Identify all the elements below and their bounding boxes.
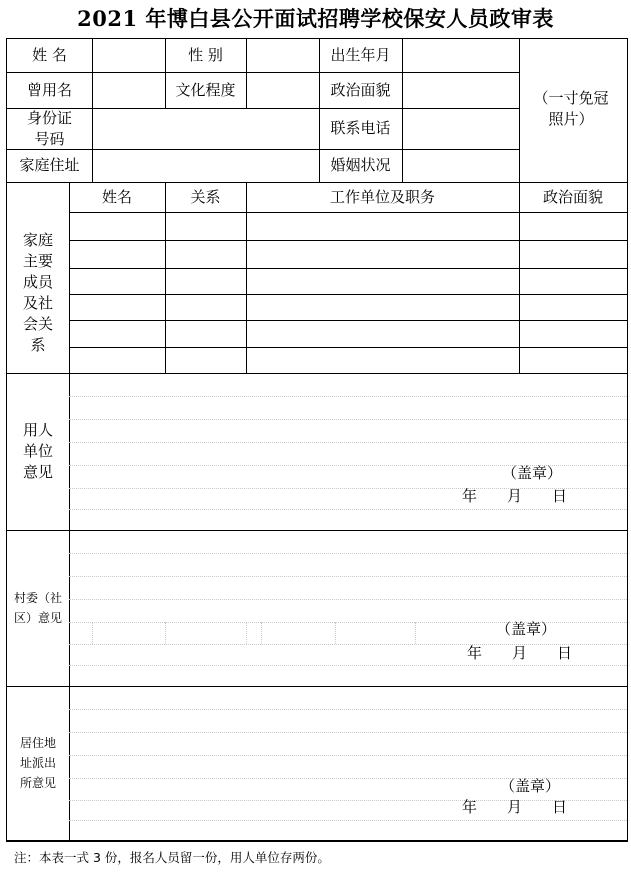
- id-number-label: 身份证号码: [26, 108, 72, 148]
- village-opinion-label: 村委（社区）意见: [13, 591, 62, 625]
- employer-seal: （盖章）: [501, 463, 562, 482]
- phone-field[interactable]: [403, 108, 519, 149]
- vetting-form: [6, 38, 628, 842]
- former-name-field[interactable]: [93, 72, 165, 108]
- police-opinion-label: 居住地址派出所意见: [19, 736, 56, 790]
- education-label: 文化程度: [175, 80, 236, 99]
- address-label: 家庭住址: [19, 156, 80, 174]
- former-name-label: 曾用名: [26, 80, 72, 99]
- id-number-field[interactable]: [93, 108, 319, 149]
- employer-date: 年 月 日: [462, 486, 568, 505]
- name-field[interactable]: [93, 39, 165, 72]
- employer-opinion-label: 用人单位意见: [22, 421, 53, 481]
- family-header-workplace: 工作单位及职务: [329, 187, 435, 206]
- education-field[interactable]: [247, 72, 319, 108]
- gender-field[interactable]: [247, 39, 319, 72]
- village-seal: （盖章）: [495, 619, 556, 638]
- police-seal: （盖章）: [499, 776, 560, 795]
- marital-field[interactable]: [403, 149, 519, 182]
- form-title: 2021 年博白县公开面试招聘学校保安人员政审表: [77, 6, 554, 31]
- police-date: 年 月 日: [462, 797, 568, 816]
- footnote: 注：本表一式 3 份，报名人员留一份，用人单位存两份。: [14, 850, 330, 865]
- family-header-political: 政治面貌: [542, 187, 603, 206]
- phone-label: 联系电话: [330, 119, 391, 137]
- birth-field[interactable]: [403, 39, 519, 72]
- family-section-label: 家庭主要成员及社会关系: [23, 230, 54, 354]
- gender-label: 性 别: [188, 46, 223, 64]
- photo-placeholder[interactable]: （一寸免冠照片）: [533, 89, 609, 128]
- marital-label: 婚姻状况: [330, 156, 391, 174]
- birth-label: 出生年月: [330, 46, 391, 64]
- family-header-relation: 关系: [190, 187, 221, 206]
- name-label: 姓 名: [32, 46, 67, 64]
- family-header-name: 姓名: [101, 187, 132, 206]
- address-field[interactable]: [93, 149, 319, 182]
- political-field[interactable]: [403, 72, 519, 108]
- village-date: 年 月 日: [467, 643, 573, 662]
- political-label: 政治面貌: [330, 80, 391, 99]
